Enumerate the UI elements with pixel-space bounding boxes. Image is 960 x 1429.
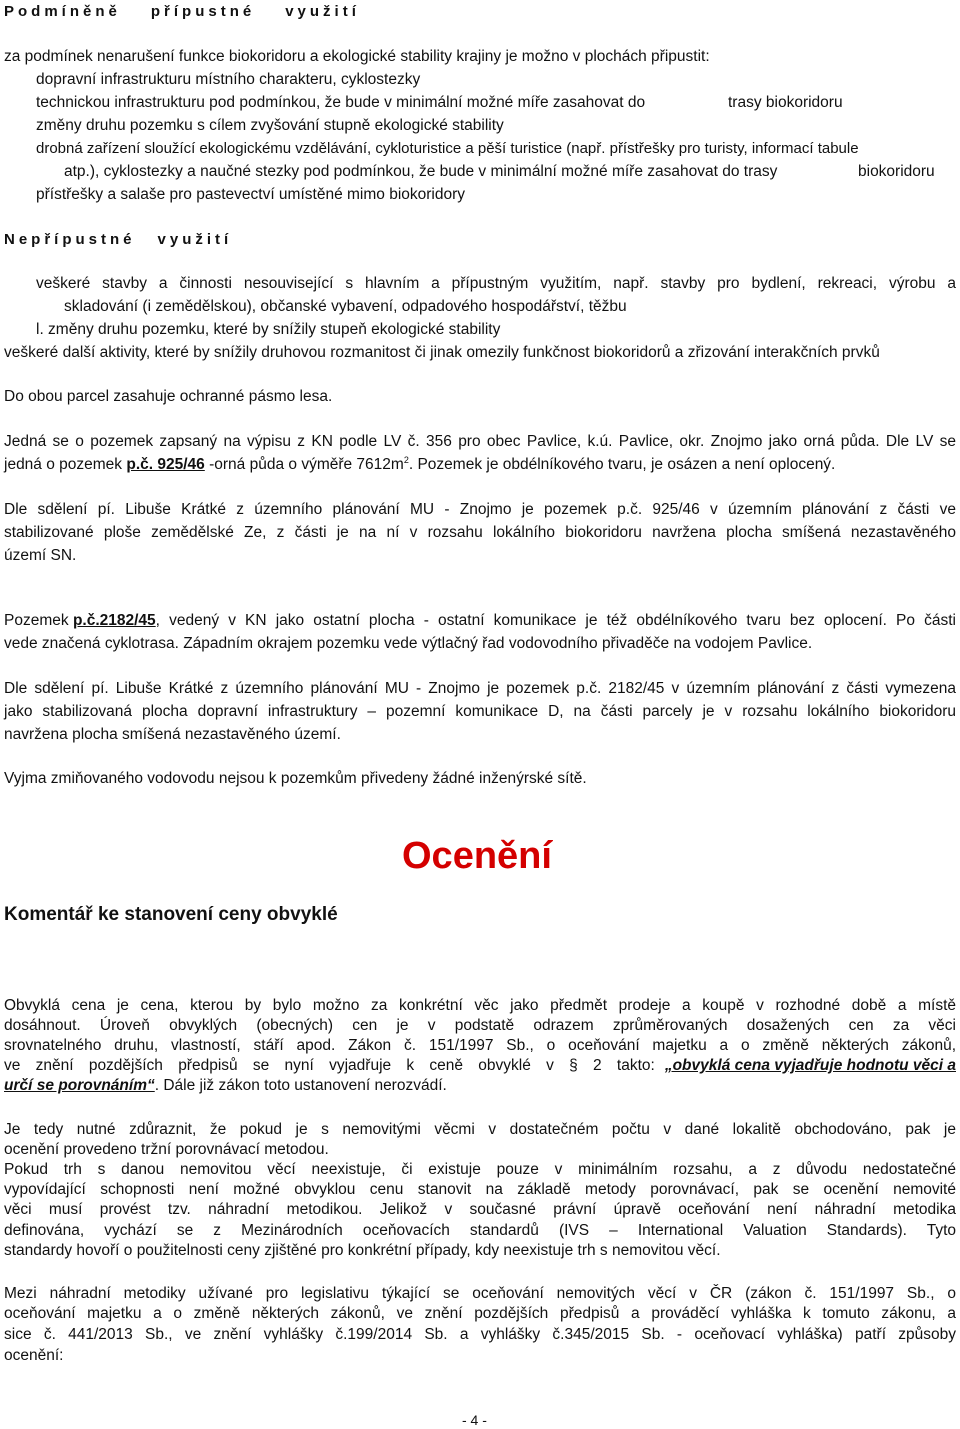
- text-run: jedná o pozemek: [4, 456, 123, 473]
- heading-word: Nepřípustné: [4, 231, 136, 248]
- paragraph-line: sice č. 441/2013 Sb., ve znění vyhlášky č.199/2014 Sb. a vyhlášky č.345/2015 Sb. - oceňovací vyhláška) patří způsoby: [4, 1326, 956, 1343]
- heading-word: Podmíněně: [4, 3, 121, 20]
- paragraph-line: Mezi náhradní metodiky užívané pro legislativu týkající se oceňování nemovitých věcí v ČR (zákon č. 151/1997 Sb., o: [4, 1285, 956, 1302]
- text-run: , vedený v KN jako ostatní plocha - ostatní komunikace je též obdélníkového tvaru bez oplocení. Po části: [155, 612, 956, 629]
- section-heading-prohibited: [4, 230, 232, 250]
- text-run: ve znění pozdějších předpisů se nyní vyjadřuje k ceně obvyklé v § 2 takto:: [4, 1057, 655, 1074]
- paragraph-line: [4, 611, 956, 631]
- paragraph-line: Obvyklá cena je cena, kterou by bylo možno za konkrétní věc jako předmět prodeje a koupě v rozhodné době a místě: [4, 997, 956, 1014]
- paragraph-line: [4, 1076, 447, 1096]
- heading-word: využití: [285, 3, 360, 20]
- list-item: atp.), cyklostezky a naučné stezky pod podmínkou, že bude v minimální možné míře zasahovat do trasy: [64, 163, 778, 180]
- list-item: změny druhu pozemku s cílem zvyšování stupně ekologické stability: [36, 117, 504, 134]
- paragraph-line: věci musí provést tzv. náhradní metodikou. Jelikož v současné právní úpravě oceňování není náhradní metodika: [4, 1201, 956, 1218]
- text-run: Pozemek: [4, 612, 69, 629]
- paragraph-line: Pokud trh s danou nemovitou věcí neexistuje, či existuje pouze v minimálním rozsahu, a z důvodu nedostatečné: [4, 1161, 956, 1178]
- section-subtitle: Komentář ke stanovení ceny obvyklé: [4, 904, 338, 925]
- paragraph-line: Jedná se o pozemek zapsaný na výpisu z KN podle LV č. 356 pro obec Pavlice, k.ú. Pavlice, okr. Znojmo jako orná půda. Dle LV se: [4, 433, 956, 450]
- paragraph-line: [4, 1056, 956, 1076]
- section-heading-conditional: [4, 2, 360, 22]
- heading-word: využití: [157, 231, 233, 248]
- list-item-tail: trasy biokoridoru: [728, 94, 843, 111]
- paragraph-line: Je tedy nutné zdůraznit, že pokud je s nemovitými věcmi v dostatečném počtu v dané lokalitě obchodováno, pak je: [4, 1121, 956, 1138]
- quoted-definition: určí se porovnáním“: [4, 1077, 155, 1094]
- paragraph-line: jako stabilizovaná plocha dopravní infrastruktury – pozemní komunikace D, na části parcely je v rozsahu lokálního biokoridoru: [4, 703, 956, 720]
- paragraph: Vyjma zmiňovaného vodovodu nejsou k pozemkům přivedeny žádné inženýrské sítě.: [4, 770, 587, 787]
- list-item: veškeré další aktivity, které by snížily druhovou rozmanitost či jinak omezily funkčnost biokoridorů a zřizování interakčních prvků: [4, 344, 880, 361]
- list-item: přístřešky a salaše pro pastevectví umístěné mimo biokoridory: [36, 186, 466, 203]
- list-item: dopravní infrastrukturu místního charakteru, cyklostezky: [36, 71, 421, 88]
- paragraph-line: Dle sdělení pí. Libuše Krátké z územního plánování MU - Znojmo je pozemek p.č. 925/46 v územním plánování z části ve: [4, 501, 956, 518]
- list-item: drobná zařízení sloužící ekologickému vzdělávání, cykloturistice a pěší turistice (např. přístřešky pro turisty, informací tabule: [36, 140, 859, 157]
- parcel-number: p.č. 925/46: [126, 456, 205, 473]
- list-item: l. změny druhu pozemku, které by snížily stupeň ekologické stability: [36, 321, 501, 338]
- paragraph-line: Dle sdělení pí. Libuše Krátké z územního plánování MU - Znojmo je pozemek p.č. 2182/45 v územním plánování z části vymezena: [4, 680, 956, 697]
- paragraph-line: standardy hovoří o použitelnosti ceny zjištěné pro konkrétní případy, kdy neexistuje trh s nemovitou věcí.: [4, 1242, 721, 1259]
- page-number: - 4 -: [462, 1412, 487, 1428]
- paragraph-line: [4, 455, 835, 475]
- paragraph-line: srovnatelného druhu, vlastností, stáří apod. Zákon č. 151/1997 Sb., o oceňování majetku a o změně některých zákonů,: [4, 1037, 956, 1054]
- list-item: veškeré stavby a činnosti nesouvisející s hlavním a přípustným využitím, např. stavby pro bydlení, rekreaci, výrobu a: [36, 275, 956, 292]
- paragraph: Do obou parcel zasahuje ochranné pásmo lesa.: [4, 388, 333, 405]
- list-item-tail: biokoridoru: [858, 163, 935, 180]
- heading-word: přípustné: [150, 3, 256, 20]
- quoted-definition: „obvyklá cena vyjadřuje hodnotu věci a: [664, 1057, 956, 1074]
- paragraph-line: ocenění:: [4, 1347, 64, 1364]
- paragraph-line: území SN.: [4, 547, 77, 564]
- paragraph-line: oceňování majetku a o změně některých zákonů, ve znění pozdějších předpisů a prováděcí vyhláška k tomuto zákonu, a: [4, 1305, 956, 1322]
- list-item: technickou infrastrukturu pod podmínkou, že bude v minimální možné míře zasahovat do: [36, 94, 646, 111]
- paragraph-line: ocenění provedeno tržní porovnávací metodou.: [4, 1141, 329, 1158]
- section-title: Ocenění: [402, 835, 552, 877]
- text-run: -orná půda o výměře 7612m: [209, 456, 404, 473]
- paragraph-line: dosáhnout. Úroveň obvyklých (obecných) cen je v podstatě odrazem zprůměrovaných dosažených cen za věci: [4, 1017, 956, 1034]
- paragraph-line: definována, vychází se z Mezinárodních oceňovacích standardů (IVS – International Valuation Standards). Tyto: [4, 1222, 956, 1239]
- paragraph-line: navržena plocha smíšená nezastavěného území.: [4, 726, 341, 743]
- list-item: skladování (i zemědělskou), občanské vybavení, odpadového hospodářství, těžbu: [64, 298, 627, 315]
- sec1-intro: za podmínek nenarušení funkce biokoridoru a ekologické stability krajiny je možno v plochách připustit:: [4, 48, 710, 65]
- parcel-number: p.č.2182/45: [72, 612, 156, 629]
- superscript: 2: [403, 454, 409, 465]
- paragraph-line: vypovídající schopnosti není možné obvyklou cenu stanovit na základě metody porovnávací, pak se ocenění nemovité: [4, 1181, 956, 1198]
- paragraph-line: stabilizované ploše zemědělské Ze, z části je na ní v rozsahu lokálního biokoridoru navržena plocha smíšená nezastavěného: [4, 524, 956, 541]
- paragraph-line: vede značená cyklotrasa. Západním okrajem pozemku vede výtlačný řad vodovodního přivaděče na vodojem Pavlice.: [4, 635, 813, 652]
- text-run: . Pozemek je obdélníkového tvaru, je osázen a není oplocený.: [408, 456, 836, 473]
- text-run: . Dále již zákon toto ustanovení nerozvádí.: [154, 1077, 447, 1094]
